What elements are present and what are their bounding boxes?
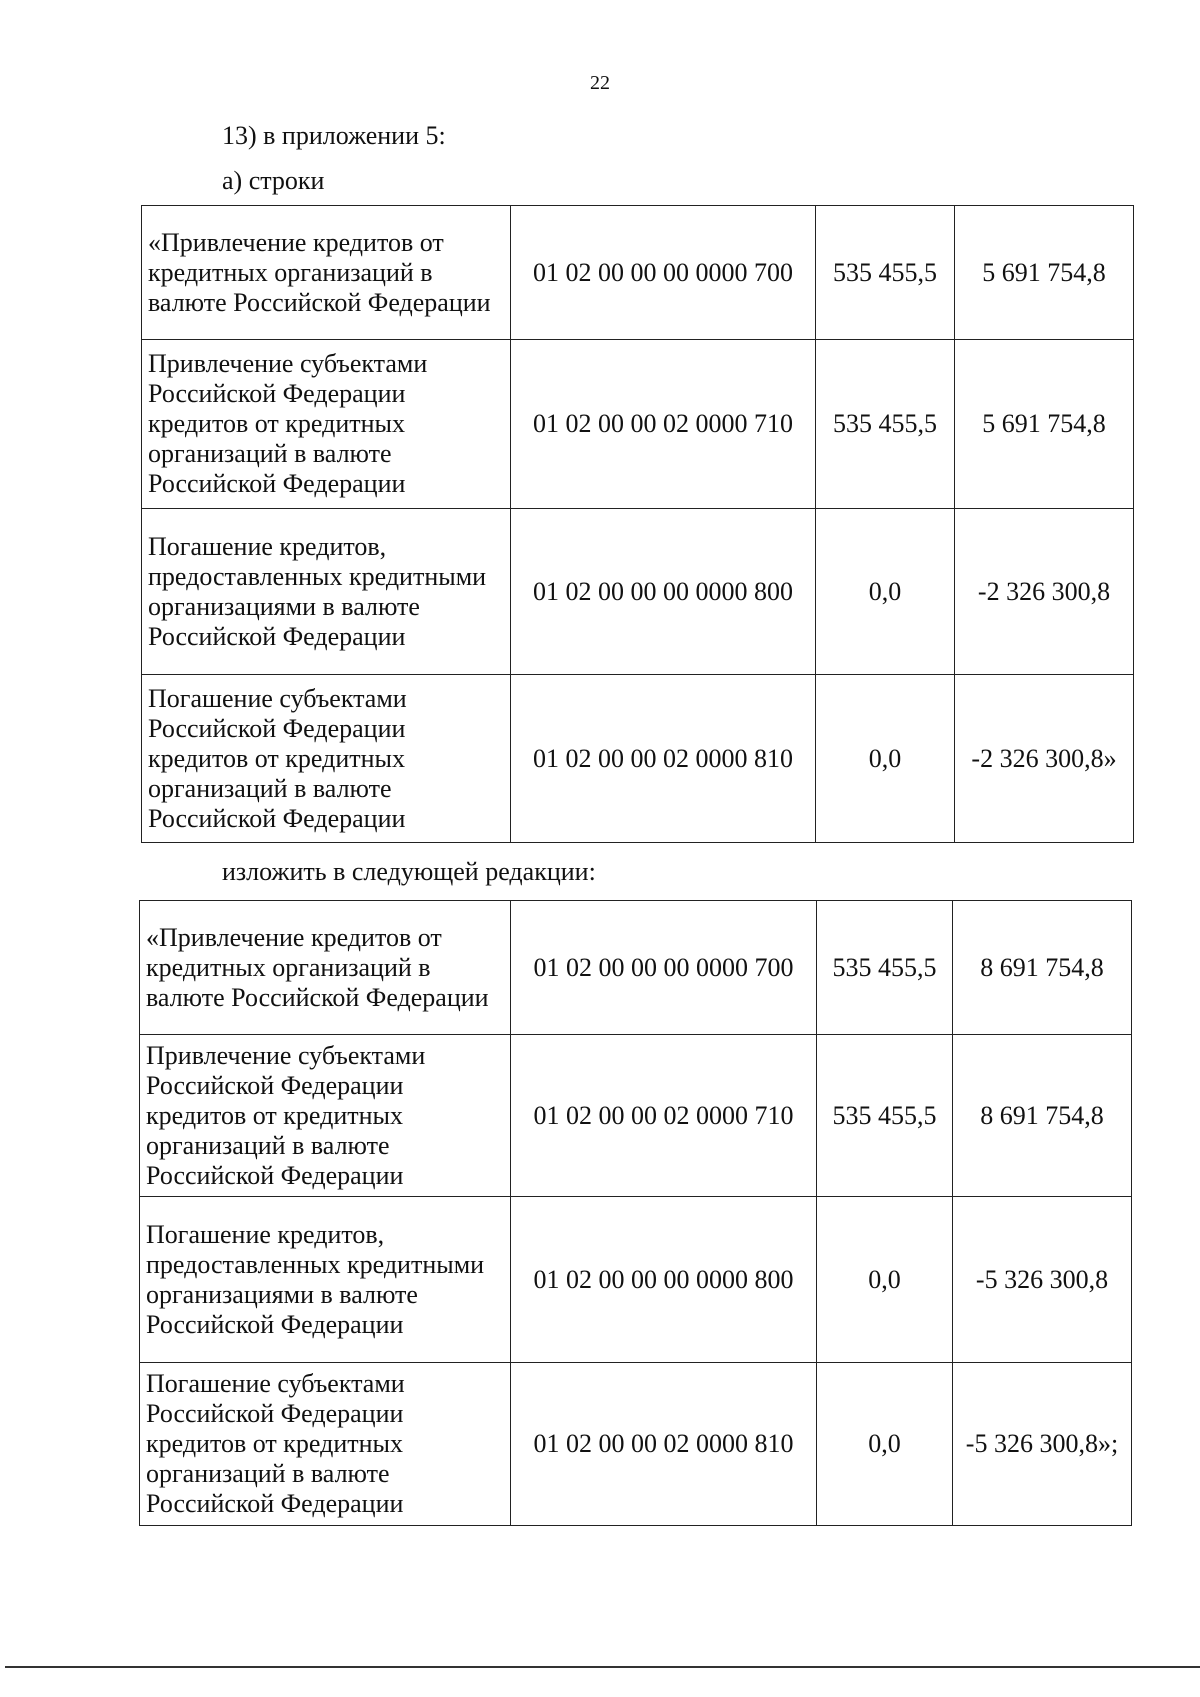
table-row: [140, 901, 1132, 1035]
row-code: 01 02 00 00 00 0000 800: [511, 1197, 817, 1363]
table-row: [142, 675, 1134, 843]
row-value-2: -2 326 300,8: [955, 509, 1134, 675]
row-name: Погашение субъектами Российской Федерации кредитов от кредитных организаций в валюте Российской Федерации: [140, 1363, 511, 1526]
row-value-1: 0,0: [816, 675, 955, 843]
row-value-1: 535 455,5: [817, 901, 953, 1035]
row-value-1: 535 455,5: [816, 206, 955, 340]
row-name: Привлечение субъектами Российской Федерации кредитов от кредитных организаций в валюте Российской Федерации: [142, 340, 511, 509]
transition-text: изложить в следующей редакции:: [222, 857, 596, 886]
row-name: Погашение кредитов, предоставленных кредитными организациями в валюте Российской Федерации: [140, 1197, 511, 1363]
row-value-2: 5 691 754,8: [955, 206, 1134, 340]
row-name: Погашение субъектами Российской Федерации кредитов от кредитных организаций в валюте Российской Федерации: [142, 675, 511, 843]
row-code: 01 02 00 00 02 0000 810: [511, 675, 816, 843]
row-value-1: 0,0: [816, 509, 955, 675]
row-value-2: -5 326 300,8»;: [953, 1363, 1132, 1526]
table-row: [140, 1197, 1132, 1363]
row-name: Погашение кредитов, предоставленных кредитными организациями в валюте Российской Федерации: [142, 509, 511, 675]
row-value-2: 5 691 754,8: [955, 340, 1134, 509]
table-row: [142, 206, 1134, 340]
row-code: 01 02 00 00 02 0000 810: [511, 1363, 817, 1526]
page-number: 22: [590, 72, 610, 94]
row-value-2: 8 691 754,8: [953, 901, 1132, 1035]
old-rows-table: [141, 205, 1134, 843]
row-code: 01 02 00 00 00 0000 800: [511, 509, 816, 675]
row-code: 01 02 00 00 00 0000 700: [511, 206, 816, 340]
row-code: 01 02 00 00 02 0000 710: [511, 1035, 817, 1197]
row-name: «Привлечение кредитов от кредитных организаций в валюте Российской Федерации: [142, 206, 511, 340]
new-rows-table: [139, 900, 1132, 1526]
table-row: [142, 509, 1134, 675]
row-value-2: 8 691 754,8: [953, 1035, 1132, 1197]
row-value-2: -2 326 300,8»: [955, 675, 1134, 843]
item-heading: 13) в приложении 5:: [222, 121, 446, 150]
row-value-1: 535 455,5: [816, 340, 955, 509]
row-value-1: 0,0: [817, 1197, 953, 1363]
row-value-1: 0,0: [817, 1363, 953, 1526]
row-value-1: 535 455,5: [817, 1035, 953, 1197]
table-row: [140, 1363, 1132, 1526]
row-code: 01 02 00 00 02 0000 710: [511, 340, 816, 509]
table-row: [142, 340, 1134, 509]
bottom-rule: [5, 1666, 1200, 1668]
row-name: Привлечение субъектами Российской Федерации кредитов от кредитных организаций в валюте Российской Федерации: [140, 1035, 511, 1197]
row-code: 01 02 00 00 00 0000 700: [511, 901, 817, 1035]
row-value-2: -5 326 300,8: [953, 1197, 1132, 1363]
sub-heading: а) строки: [222, 166, 325, 195]
table-row: [140, 1035, 1132, 1197]
row-name: «Привлечение кредитов от кредитных организаций в валюте Российской Федерации: [140, 901, 511, 1035]
